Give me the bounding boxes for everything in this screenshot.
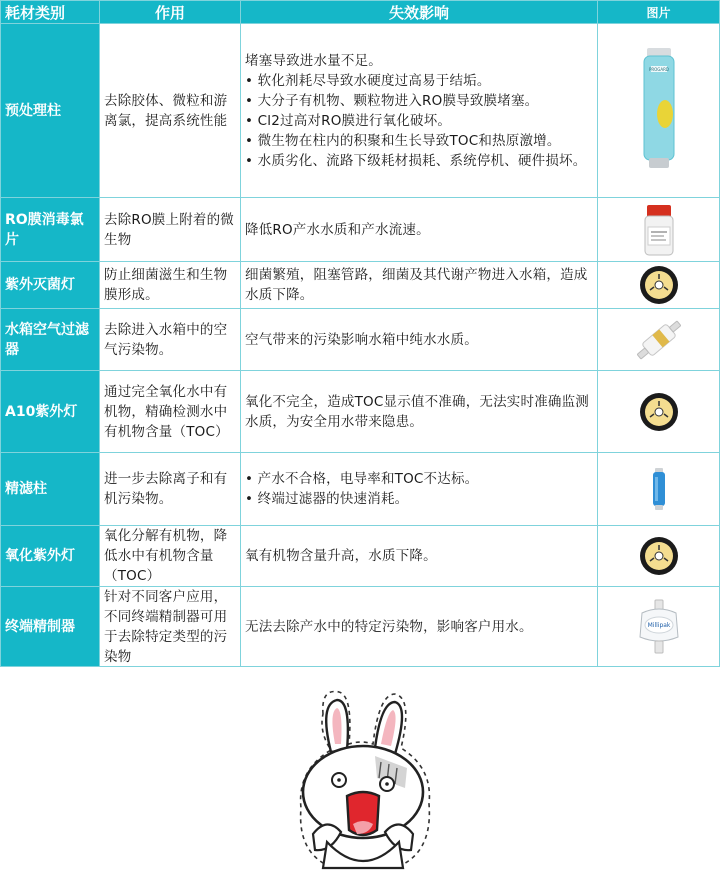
row-image	[598, 371, 720, 452]
cartridge-label: PROGARD	[648, 66, 669, 72]
row-category: 预处理柱	[0, 24, 100, 197]
table-row	[0, 262, 720, 309]
row-category: 精滤柱	[0, 453, 100, 525]
row-function: 氧化分解有机物，降低水中有机物含量（TOC）	[100, 526, 241, 586]
chlorine-tablet-bottle-icon	[642, 203, 676, 257]
row-function: 针对不同客户应用，不同终端精制器可用于去除特定类型的污染物	[100, 587, 241, 666]
row-function: 防止细菌滋生和生物膜形成。	[100, 262, 241, 308]
row-impact: 氧化不完全，造成TOC显示值不准确，无法实时准确监测水质，为安全用水带来隐患。	[241, 371, 598, 452]
table-row	[0, 198, 720, 262]
filter-label: Millipak	[647, 621, 670, 629]
uv-lamp-icon	[639, 536, 679, 576]
row-category: 氧化紫外灯	[0, 526, 100, 586]
header-image: 图片	[598, 1, 720, 23]
pretreatment-cartridge-icon	[639, 46, 679, 176]
row-impact: 无法去除产水中的特定污染物，影响客户用水。	[241, 587, 598, 666]
row-category: RO膜消毒氯片	[0, 198, 100, 261]
polishing-cartridge-icon	[652, 467, 666, 511]
point-of-use-filter-icon	[634, 599, 684, 655]
table-header	[0, 1, 720, 24]
row-function: 通过完全氧化水中有机物，精确检测水中有机物含量（TOC）	[100, 371, 241, 452]
row-impact: 细菌繁殖，阻塞管路，细菌及其代谢产物进入水箱，造成水质下降。	[241, 262, 598, 308]
row-impact: 氧有机物含量升高，水质下降。	[241, 526, 598, 586]
row-impact: • 产水不合格，电导率和TOC不达标。 • 终端过滤器的快速消耗。	[241, 453, 598, 525]
row-category: A10紫外灯	[0, 371, 100, 452]
row-image	[598, 198, 720, 261]
row-impact: 堵塞导致进水量不足。 • 软化剂耗尽导致水硬度过高易于结垢。 • 大分子有机物、颗粒物进入RO膜导致膜堵塞。 • Cl2过高对RO膜进行氧化破坏。 • 微生物在柱内的积聚和生长导致TOC和热原激增。 • 水质劣化、流路下级耗材损耗、系统停机、硬件损坏。	[241, 24, 598, 197]
row-image	[598, 453, 720, 525]
row-image	[598, 526, 720, 586]
row-impact: 空气带来的污染影响水箱中纯水水质。	[241, 309, 598, 370]
table-row	[0, 24, 720, 198]
row-function: 去除进入水箱中的空气污染物。	[100, 309, 241, 370]
row-category: 水箱空气过滤器	[0, 309, 100, 370]
row-image	[598, 24, 720, 197]
header-category: 耗材类别	[0, 1, 100, 23]
header-impact: 失效影响	[241, 1, 598, 23]
shocked-bunny-sticker	[283, 684, 443, 874]
table-row	[0, 371, 720, 453]
uv-lamp-icon	[639, 392, 679, 432]
row-function: 去除RO膜上附着的微生物	[100, 198, 241, 261]
vent-filter-icon	[629, 314, 689, 366]
header-function: 作用	[100, 1, 241, 23]
table-row	[0, 309, 720, 371]
row-function: 去除胶体、微粒和游离氯，提高系统性能	[100, 24, 241, 197]
row-image	[598, 309, 720, 370]
row-category: 终端精制器	[0, 587, 100, 666]
row-image	[598, 262, 720, 308]
table-row	[0, 453, 720, 526]
uv-lamp-icon	[639, 265, 679, 305]
row-image	[598, 587, 720, 666]
row-function: 进一步去除离子和有机污染物。	[100, 453, 241, 525]
table-row	[0, 526, 720, 587]
table-row	[0, 587, 720, 667]
row-impact: 降低RO产水水质和产水流速。	[241, 198, 598, 261]
row-category: 紫外灭菌灯	[0, 262, 100, 308]
